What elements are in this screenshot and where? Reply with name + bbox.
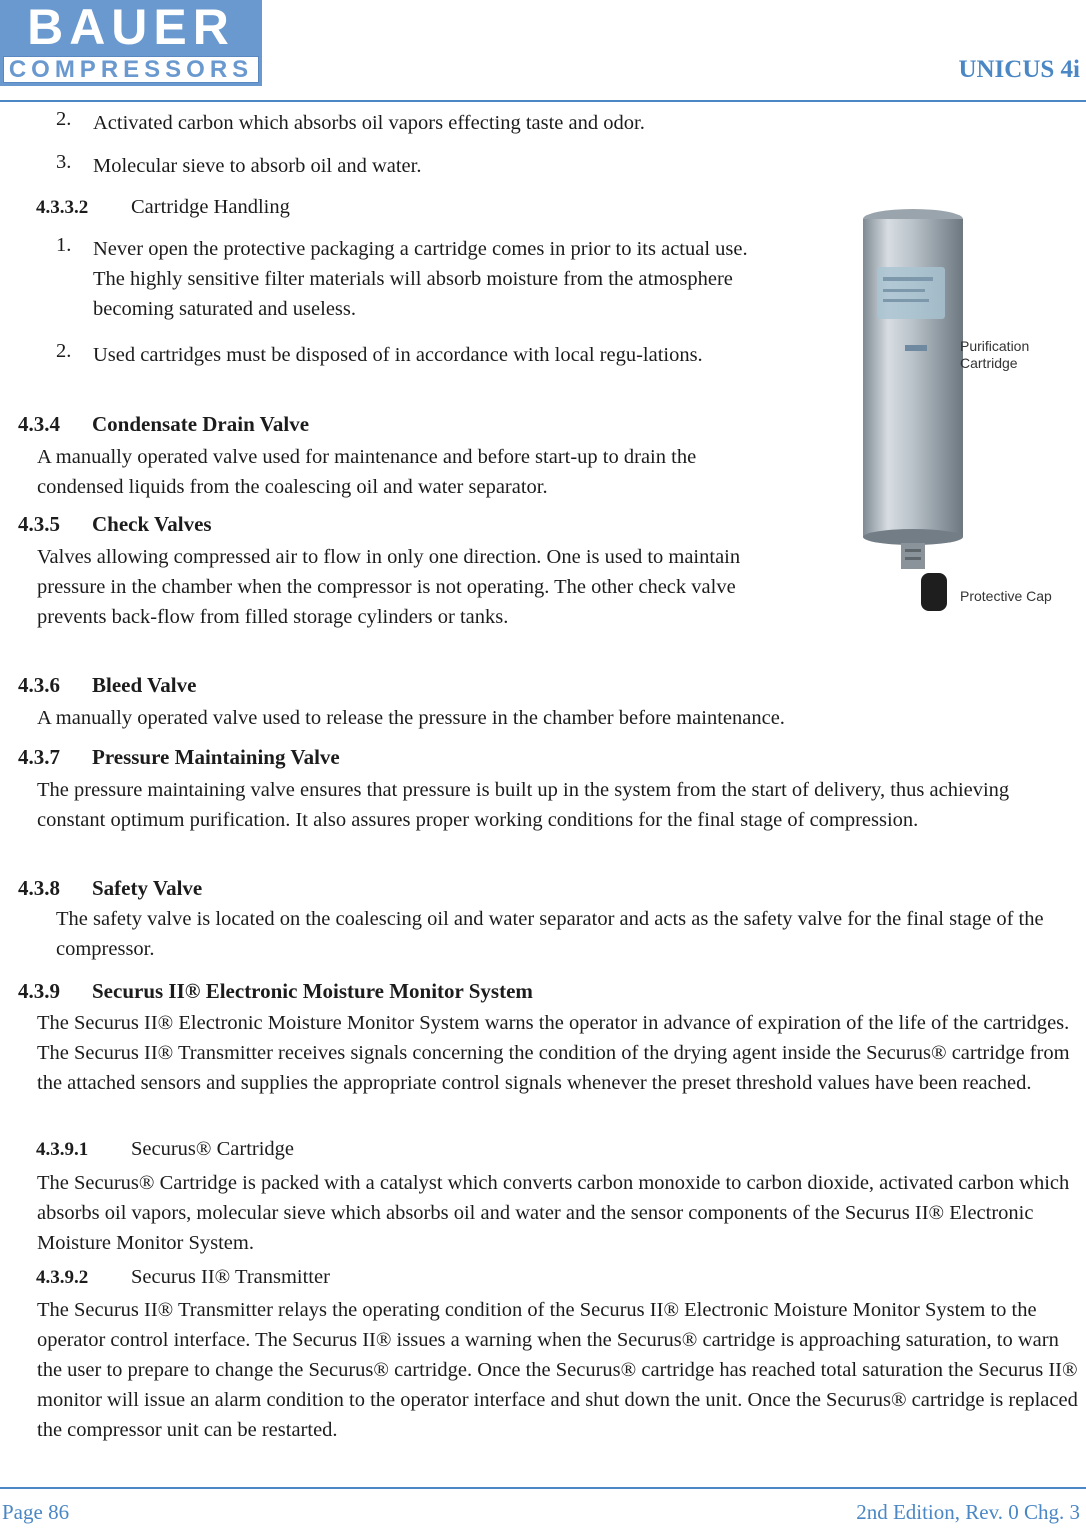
heading-title: Securus® Cartridge <box>131 1138 295 1160</box>
figure-label-cap: Protective Cap <box>960 588 1052 604</box>
heading-number: 4.3.8 <box>18 876 60 900</box>
paragraph: Valves allowing compressed air to flow in only one direction. One is used to maintain pressure in the chamber when the compressor is not operating. The other check valve prevents back-flow from filled storage cylinders or tanks. <box>37 546 741 628</box>
header-rule <box>0 100 1086 102</box>
model-title: UNICUS 4i <box>958 56 1080 83</box>
heading-number: 4.3.9 <box>18 979 60 1003</box>
logo-wordmark: BAUER <box>27 0 235 55</box>
page-number: Page 86 <box>2 1500 70 1524</box>
figure-label-line: Cartridge <box>960 355 1018 371</box>
heading-4-3-5 <box>18 512 212 537</box>
heading-4-3-4 <box>18 412 309 437</box>
footer-rule <box>0 1487 1086 1489</box>
heading-4-3-7 <box>18 745 340 770</box>
cartridge-illustration <box>855 205 1080 625</box>
heading-4-3-3-2 <box>36 196 290 219</box>
list-number: 2. <box>56 340 72 362</box>
logo-subtitle: COMPRESSORS <box>3 56 259 83</box>
heading-title: Pressure Maintaining Valve <box>92 745 340 769</box>
paragraph: The safety valve is located on the coalescing oil and water separator and acts as the safety valve for the final stage of the compressor. <box>56 908 1044 960</box>
list-text: Never open the protective packaging a cartridge comes in prior to its actual use. The highly sensitive filter materials will absorb moisture from the atmosphere becoming saturated and useless. <box>93 238 748 320</box>
heading-number: 4.3.9.2 <box>36 1267 89 1288</box>
paragraph: The Securus II® Electronic Moisture Monitor System warns the operator in advance of expiration of the life of the cartridges. The Securus II® Transmitter receives signals concerning the condition of the drying agent inside the Securus® cartridge from the attached sensors and supplies the appropriate control signals whenever the preset threshold values have been reached. <box>37 1012 1070 1094</box>
list-text: Used cartridges must be disposed of in accordance with local regu-lations. <box>93 344 703 366</box>
heading-title: Securus II® Electronic Moisture Monitor System <box>92 979 533 1003</box>
list-top <box>0 108 800 183</box>
list-text: Activated carbon which absorbs oil vapors effecting taste and odor. <box>93 112 645 134</box>
heading-4-3-9-2 <box>36 1266 330 1289</box>
heading-4-3-9 <box>18 979 533 1004</box>
heading-number: 4.3.9.1 <box>36 1139 89 1160</box>
list-number: 1. <box>56 234 72 256</box>
paragraph: The Securus® Cartridge is packed with a catalyst which converts carbon monoxide to carbon dioxide, activated carbon which absorbs oil vapors, molecular sieve which absorbs oil and water and the sensor components of the Securus II® Electronic Moisture Monitor System. <box>37 1172 1070 1254</box>
paragraph: The pressure maintaining valve ensures that pressure is built up in the system from the start of delivery, thus achieving constant optimum purification. It also assures proper working conditions for the final stage of compression. <box>37 779 1010 831</box>
company-logo <box>0 0 262 86</box>
list-number: 3. <box>56 151 72 173</box>
figure-label-line: Purification <box>960 338 1030 354</box>
list-item <box>56 340 772 370</box>
heading-4-3-6 <box>18 673 196 698</box>
heading-4-3-9-1 <box>36 1138 294 1161</box>
list-item <box>56 234 772 324</box>
edition-info: 2nd Edition, Rev. 0 Chg. 3 <box>856 1500 1080 1524</box>
list-item <box>0 151 800 183</box>
heading-number: 4.3.7 <box>18 745 60 769</box>
heading-4-3-8 <box>18 876 202 901</box>
list-text: Molecular sieve to absorb oil and water. <box>93 155 422 177</box>
heading-title: Bleed Valve <box>92 673 197 697</box>
paragraph: The Securus II® Transmitter relays the operating condition of the Securus II® Electronic Moisture Monitor System to the operator control interface. The Securus II® issues a warning when the Securus® cartridge is approaching saturation, to warn the user to prepare to change the Securus® cartridge. Once the Securus® cartridge has reached total saturation the Securus II® monitor will issue an alarm condition to the operator interface and shut down the unit. Once the Securus® cartridge is replaced the compressor unit can be restarted. <box>37 1299 1078 1441</box>
list-number: 2. <box>56 108 72 130</box>
heading-title: Condensate Drain Valve <box>92 412 310 436</box>
heading-title: Securus II® Transmitter <box>131 1266 330 1288</box>
heading-title: Check Valves <box>92 512 212 536</box>
paragraph: A manually operated valve used for maintenance and before start-up to drain the condensed liquids from the coalescing oil and water separator. <box>37 446 697 498</box>
heading-number: 4.3.3.2 <box>36 197 89 218</box>
figure-label-cartridge <box>960 338 1029 372</box>
cartridge-figure <box>855 205 1080 625</box>
list-item <box>0 108 800 140</box>
heading-number: 4.3.6 <box>18 673 60 697</box>
heading-number: 4.3.5 <box>18 512 60 536</box>
heading-title: Safety Valve <box>92 876 203 900</box>
heading-number: 4.3.4 <box>18 412 60 436</box>
paragraph: A manually operated valve used to release the pressure in the chamber before maintenance. <box>37 707 785 729</box>
heading-title: Cartridge Handling <box>131 196 290 218</box>
